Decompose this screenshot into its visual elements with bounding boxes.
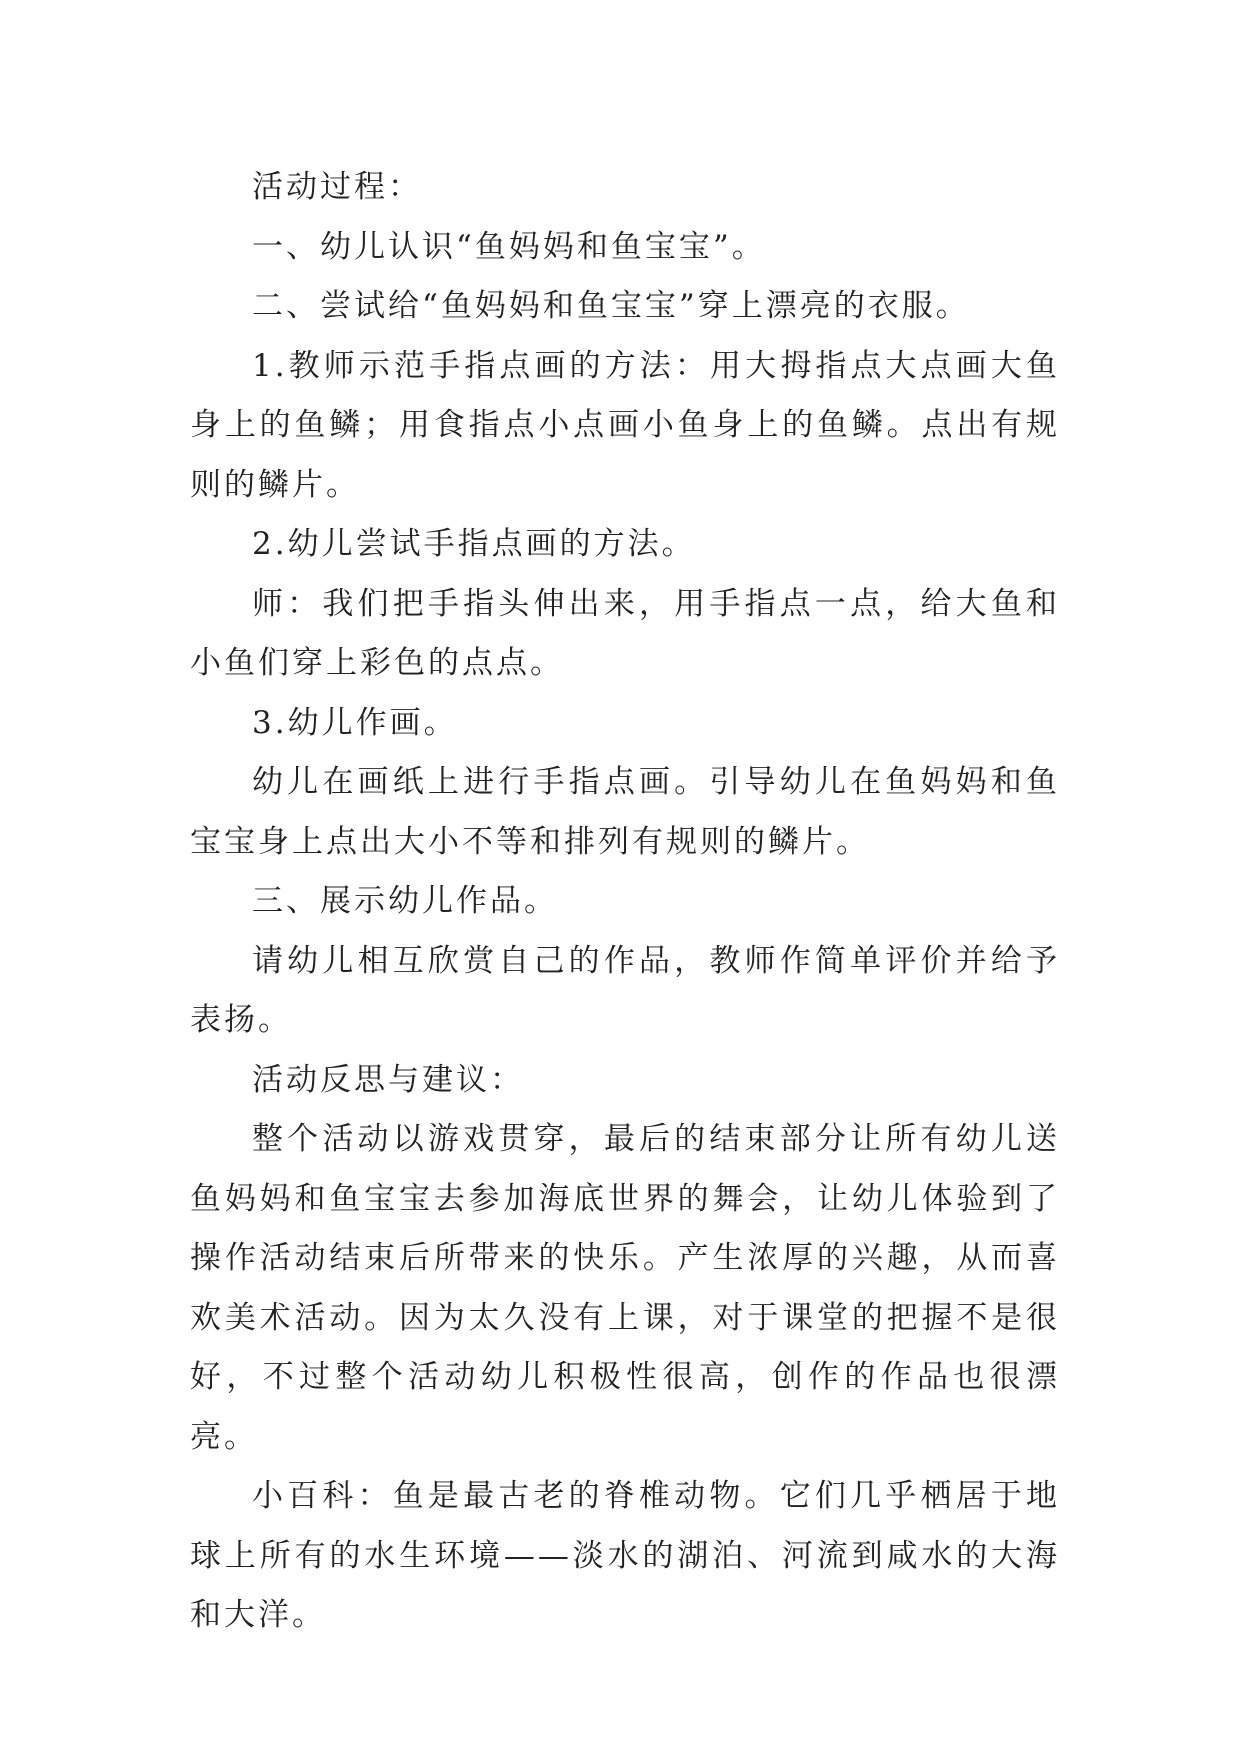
substep-3-paragraph: 3.幼儿作画。 — [252, 704, 458, 741]
step-three-heading: 三、展示幼儿作品。 — [252, 883, 558, 919]
drawing-guidance-paragraph: 幼儿在画纸上进行手指点画。引导幼儿在鱼妈妈和鱼宝宝身上点出大小不等和排列有规则的鳞片。 — [190, 764, 1060, 860]
appreciation-paragraph: 请幼儿相互欣赏自己的作品，教师作简单评价并给予表扬。 — [190, 942, 1060, 1038]
teacher-dialogue-paragraph: 师：我们把手指头伸出来，用手指点一点，给大鱼和小鱼们穿上彩色的点点。 — [190, 585, 1060, 681]
section-heading-process: 活动过程： — [252, 169, 422, 205]
document-page — [190, 158, 1060, 1646]
substep-2-paragraph: 2.幼儿尝试手指点画的方法。 — [252, 526, 696, 562]
substep-1-paragraph: 1.教师示范手指点画的方法：用大拇指点大点画大鱼身上的鱼鳞；用食指点小点画小鱼身上的鱼鳞。点出有规则的鳞片。 — [190, 347, 1060, 503]
reflection-paragraph: 整个活动以游戏贯穿，最后的结束部分让所有幼儿送鱼妈妈和鱼宝宝去参加海底世界的舞会，让幼儿体验到了操作活动结束后所带来的快乐。产生浓厚的兴趣，从而喜欢美术活动。因为太久没有上课，对于课堂的把握不是很好，不过整个活动幼儿积极性很高，创作的作品也很漂亮。 — [190, 1121, 1060, 1455]
step-two-heading: 二、尝试给“鱼妈妈和鱼宝宝”穿上漂亮的衣服。 — [252, 288, 970, 324]
section-heading-reflection: 活动反思与建议： — [252, 1061, 524, 1098]
step-one-heading: 一、幼儿认识“鱼妈妈和鱼宝宝”。 — [252, 228, 766, 265]
encyclopedia-paragraph: 小百科：鱼是最古老的脊椎动物。它们几乎栖居于地球上所有的水生环境——淡水的湖泊、河流到咸水的大海和大洋。 — [190, 1478, 1060, 1633]
